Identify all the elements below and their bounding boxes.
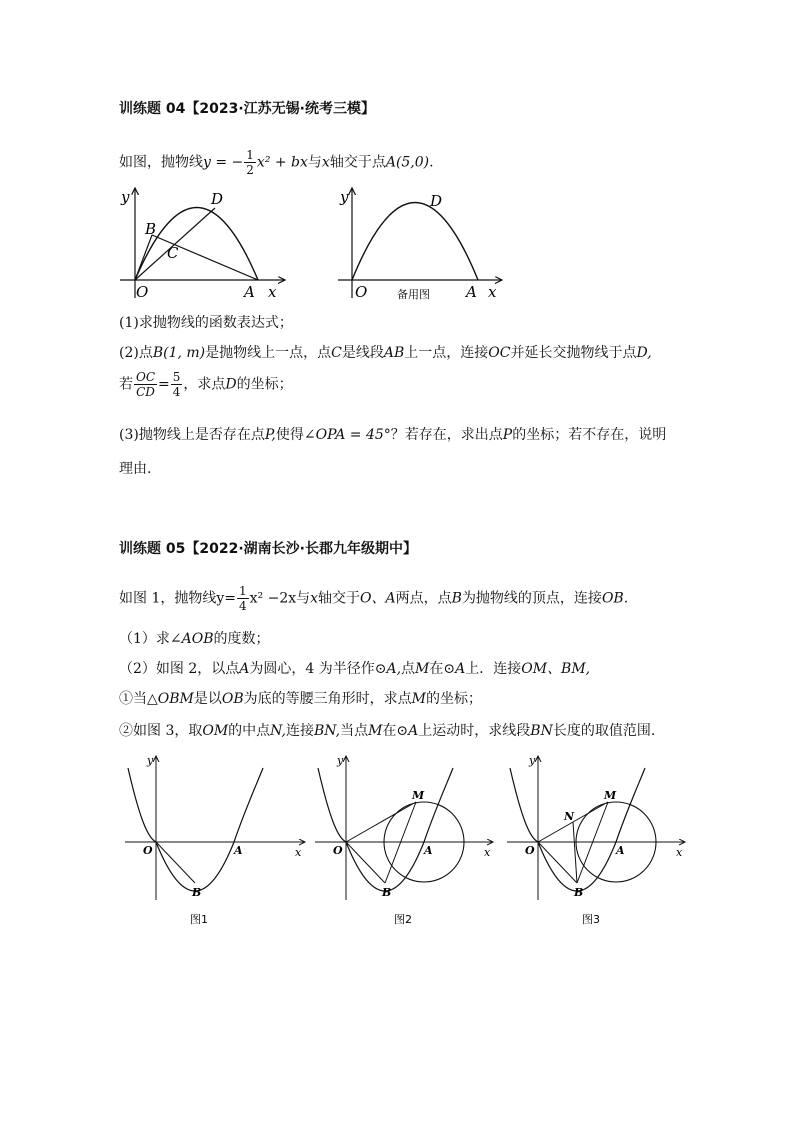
problem5-q2 [119,658,590,678]
point-p: P [502,427,513,443]
point-a: A [408,723,419,739]
point-b: B(1, m) [152,345,206,361]
segment-om: OM [202,723,229,739]
problem4-q1: (1)求抛物线的函数表达式； [119,315,293,331]
equation-rest: x² −2x [249,590,297,607]
segment-ob [346,842,385,883]
problem5-q1 [119,628,270,648]
label-x: x [488,283,497,301]
triangle-obm: OBM [157,691,194,707]
label-a: A [466,283,477,301]
q2-text: 点 [401,661,416,677]
label-b: B [192,886,202,899]
problem4-q2-condition [119,370,293,399]
point-c: C [331,345,342,361]
fraction [244,148,256,177]
point-p: P, [264,427,276,443]
q2b-text: 在⊙ [382,723,409,739]
label-a: A [244,283,255,301]
q2-text: 为圆心，4 为半径作⊙ [249,661,387,677]
q2-text: 是抛物线上一点，点 [205,345,332,361]
q2-text: 是线段 [341,345,384,361]
label-m: M [412,789,425,802]
ratio-fraction [134,370,157,399]
q2a-text: 的坐标； [426,691,482,707]
q1-text: （1）求∠ [119,631,182,647]
fraction-denominator: 4 [239,599,247,613]
q2b-text: 连接 [285,723,314,739]
problem5-figure-1 [120,750,310,930]
equation-y: y= [216,590,236,607]
intro-text: 轴交于 [318,590,361,607]
fraction-numerator: 1 [239,584,247,598]
label-y: y [340,188,349,206]
problem5-intro [119,584,628,613]
label-x: x [268,283,277,301]
intro-text: 轴交于点 [329,154,386,171]
label-y: y [337,754,344,767]
label-y: y [147,754,154,767]
parabola [128,768,263,891]
segments-om-bm: OM、BM, [521,661,591,677]
problem4-figure-spare [330,180,510,305]
q2-text: 在⊙ [429,661,456,677]
q2b-text: ②如图 3，取 [119,723,203,739]
label-c: C [167,244,179,262]
fraction-numerator: OC [136,370,156,384]
figure-2-caption: 图2 [394,913,412,926]
q2-text: (2)点 [119,345,153,361]
label-a: A [424,844,433,857]
value-fraction [171,370,183,399]
segment-bn: BN [530,723,553,739]
segment-bn: BN, [313,723,341,739]
label-x: x [676,846,683,859]
parabola [352,203,478,281]
points-oa: O、A [360,590,396,607]
q2b-text: ，求点 [183,376,226,393]
label-y: y [121,188,130,206]
q2b-text: 当点 [340,723,369,739]
angle-condition: ∠OPA = 45° [303,427,391,443]
fraction-numerator: 1 [246,148,254,162]
q2-text: 上一点，连接 [404,345,489,361]
intro-text: 如图 1，抛物线 [119,590,217,607]
intro-text: . [429,154,434,171]
label-m: M [604,789,617,802]
figure-3-caption: 图3 [582,913,600,926]
fraction [237,584,249,613]
segment-om [346,802,416,842]
label-d: D [430,192,443,210]
segment-ob [538,842,577,883]
label-o: O [136,283,149,301]
label-d: D [211,190,224,208]
q3-text: 使得 [275,427,304,443]
intro-text: 与 [296,590,311,607]
point-d: D, [636,345,652,361]
problem5-heading: 训练题 05【2022·湖南长沙·长郡九年级期中】 [119,541,417,557]
q2-text: 上．连接 [465,661,522,677]
label-o: O [143,844,153,857]
q3-text: (3)抛物线上是否存在点 [119,427,265,443]
q2b-text: 的中点 [228,723,271,739]
segment-ob: OB. [601,590,629,607]
fraction-denominator: 4 [172,385,181,399]
q2b-text: 的坐标； [236,376,293,393]
label-b: B [382,886,392,899]
problem5-q2-part2 [119,720,655,740]
point-m: M [368,723,383,739]
label-o: O [525,844,535,857]
point-n: N, [270,723,286,739]
q3-text: ？若存在，求出点 [390,427,503,443]
q2a-text: 是以 [193,691,222,707]
q2-text: 并延长交抛物线于点 [510,345,637,361]
label-n: N [564,810,575,823]
problem4-figure-main [115,180,295,305]
problem4-heading: 训练题 04【2023·江苏无锡·统考三模】 [119,101,375,117]
q2b-text: 上运动时，求线段 [418,723,531,739]
point-m: M [411,691,426,707]
point-a: A, [386,661,402,677]
label-b: B [574,886,584,899]
point-m: M [415,661,430,677]
problem4-q3-continued: 理由. [119,461,152,477]
fraction-numerator: 5 [172,370,181,384]
point-a: A [455,661,466,677]
label-o: O [355,283,368,301]
intro-text: 两点，点 [395,590,452,607]
fraction-denominator: CD [136,385,155,399]
problem4-q2 [119,342,652,362]
equation-y: y = − [203,154,244,171]
spare-figure-caption: 备用图 [397,288,430,301]
segment-ob: OB [221,691,244,707]
problem5-figure-2 [310,750,500,930]
problem5-figure-3 [502,750,692,930]
problem5-q2-part1 [119,688,482,708]
label-o: O [333,844,343,857]
segment-bn [573,822,577,883]
equation-rest: x² + bx [256,154,308,171]
label-a: A [234,844,243,857]
axis-name: x [321,154,330,171]
problem4-q3 [119,424,666,444]
label-b: B [145,220,157,238]
intro-text: 与 [307,154,322,171]
q2-text: （2）如图 2，以点 [119,661,240,677]
q2b-text: 长度的取值范围. [552,723,656,739]
figure-1-caption: 图1 [190,913,208,926]
segment-oc: OC [488,345,511,361]
equals-sign: = [158,376,170,393]
angle-aob: AOB [181,631,214,647]
q2a-text: 为底的等腰三角形时，求点 [243,691,412,707]
problem4-intro [119,148,434,177]
label-y: y [529,754,536,767]
intro-text: 如图，抛物线 [119,154,203,171]
segment-ob [156,842,195,883]
point-a: A(5,0) [385,154,430,171]
label-a: A [616,844,625,857]
q2b-text: 若 [119,376,133,393]
label-x: x [484,846,491,859]
fraction-denominator: 2 [246,163,254,177]
q1-text: 的度数； [213,631,270,647]
label-x: x [295,846,302,859]
point-a: A [239,661,250,677]
q2a-text: ①当△ [119,691,158,707]
point-b: B [451,590,462,607]
point-d: D [225,376,237,393]
segment-ob [135,235,152,280]
parabola [135,208,258,281]
axis-name: x [310,590,319,607]
segment-ab: AB [383,345,405,361]
intro-text: 为抛物线的顶点，连接 [461,590,602,607]
q3-text: 的坐标；若不存在，说明 [512,427,667,443]
